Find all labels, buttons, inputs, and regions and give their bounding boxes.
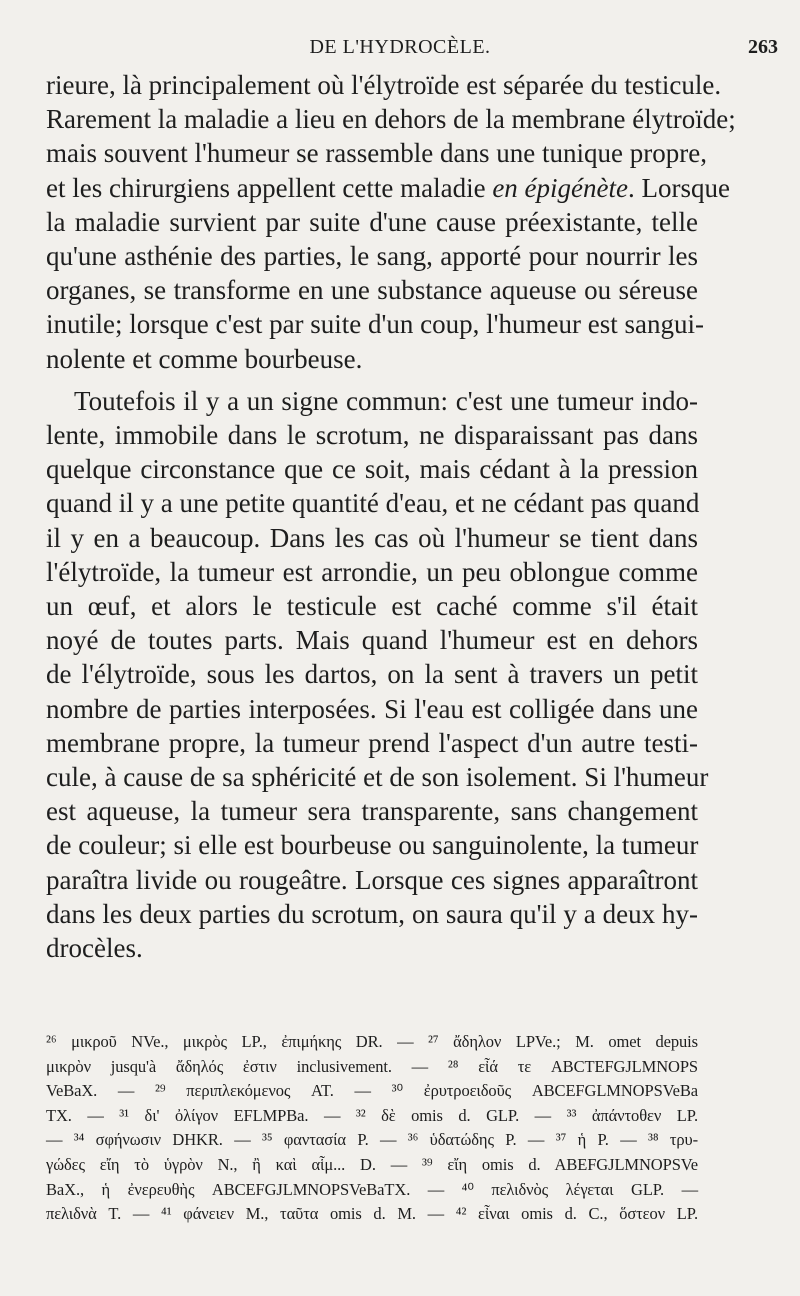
text-line: inutile; lorsque c'est par suite d'un coup, l'humeur est sangui- [46, 309, 704, 340]
footnotes [46, 1030, 698, 1227]
text-line: nombre de parties interposées. Si l'eau est colligée dans une [46, 693, 698, 724]
text-fragment: . Lorsque [628, 172, 730, 203]
paragraph-1 [46, 68, 736, 376]
text-line: rieure, là principalement où l'élytroïde est séparée du testicule. [46, 70, 722, 100]
page-number: 263 [748, 36, 778, 58]
text-line: Rarement la maladie a lieu en dehors de la membrane élytroïde; [46, 104, 736, 135]
text-line: de l'élytroïde, sous les dartos, on la sent à travers un petit [46, 659, 698, 690]
text-line: Toutefois il y a un signe commun: c'est une tumeur indo- [74, 385, 698, 416]
footnote-line: μικρὸν jusqu'à ἄδηλός ἐστιν inclusivement. — ²⁸ εἶά τε ABCTEFGJLMNOPS [46, 1056, 698, 1076]
footnote-line: — ³⁴ σφήνωσιν DHKR. — ³⁵ φαντασία P. — ³⁶ ὑδατώδης P. — ³⁷ ἡ P. — ³⁸ τρυ- [46, 1130, 698, 1150]
text-line: la maladie survient par suite d'une cause préexistante, telle [46, 206, 698, 237]
paragraph-2 [46, 384, 709, 965]
text-line: est aqueuse, la tumeur sera transparente, sans changement [46, 796, 698, 827]
text-line: drocèles. [46, 933, 143, 964]
text-line: cule, à cause de sa sphéricité et de son isolement. Si l'humeur [46, 762, 709, 793]
text-line: paraîtra livide ou rougeâtre. Lorsque ces signes apparaîtront [46, 864, 698, 895]
text-line: lente, immobile dans le scrotum, ne disparaissant pas dans [46, 420, 698, 451]
footnote-line: γώδες εἴη τὸ ὑγρὸν N., ἢ καὶ αἷμ... D. — ³⁹ εἴη omis d. ABEFGJLMNOPSVe [46, 1154, 698, 1174]
text-fragment: et les chirurgiens appellent cette maladie [46, 172, 486, 203]
running-head [0, 36, 800, 60]
text-line: un œuf, et alors le testicule est caché comme s'il était [46, 591, 698, 622]
text-line: il y en a beaucoup. Dans les cas où l'humeur se tient dans [46, 522, 698, 553]
text-line: mais souvent l'humeur se rassemble dans une tunique propre, [46, 138, 707, 169]
text-line: quand il y a une petite quantité d'eau, et ne cédant pas quand [46, 488, 700, 519]
text-line-with-italic [46, 171, 730, 205]
footnote-line: BaX., ἡ ἐνερευθὴς ABCEFGJLMNOPSVeBaTX. — ⁴⁰ πελιδνὸς λέγεται GLP. — [46, 1179, 698, 1199]
footnote-line: ²⁶ μικροῦ NVe., μικρὸς LP., ἐπιμήκης DR. — ²⁷ ἄδηλον LPVe.; M. omet depuis [46, 1032, 698, 1051]
italic-term: en épigénète [492, 172, 629, 203]
text-line: quelque circonstance que ce soit, mais cédant à la pression [46, 454, 698, 485]
text-line: nolente et comme bourbeuse. [46, 343, 363, 374]
text-line: l'élytroïde, la tumeur est arrondie, un peu oblongue comme [46, 556, 698, 587]
footnote-line: TX. — ³¹ δι' ὀλίγον EFLMPBa. — ³² δὲ omis d. GLP. — ³³ ἀπάντοθεν LP. [46, 1105, 698, 1125]
footnote-line: VeBaX. — ²⁹ περιπλεκόμενος AT. — ³⁰ ἐρυτροειδοῦς ABCEFGLMNOPSVeBa [46, 1081, 698, 1101]
main-text [46, 68, 736, 965]
text-line: de couleur; si elle est bourbeuse ou sanguinolente, la tumeur [46, 830, 699, 861]
running-title: DE L'HYDROCÈLE. [309, 36, 491, 58]
text-line: qu'une asthénie des parties, le sang, apporté pour nourrir les [46, 241, 698, 272]
text-line: organes, se transforme en une substance aqueuse ou séreuse [46, 275, 698, 306]
text-line: membrane propre, la tumeur prend l'aspect d'un autre testi- [46, 727, 698, 758]
footnote-line: πελιδνὰ T. — ⁴¹ φάνειεν M., ταῦτα omis d. M. — ⁴² εἶναι omis d. C., ὅστεον LP. [46, 1204, 698, 1224]
text-line: noyé de toutes parts. Mais quand l'humeur est en dehors [46, 625, 698, 656]
text-line: dans les deux parties du scrotum, on saura qu'il y a deux hy- [46, 898, 698, 929]
